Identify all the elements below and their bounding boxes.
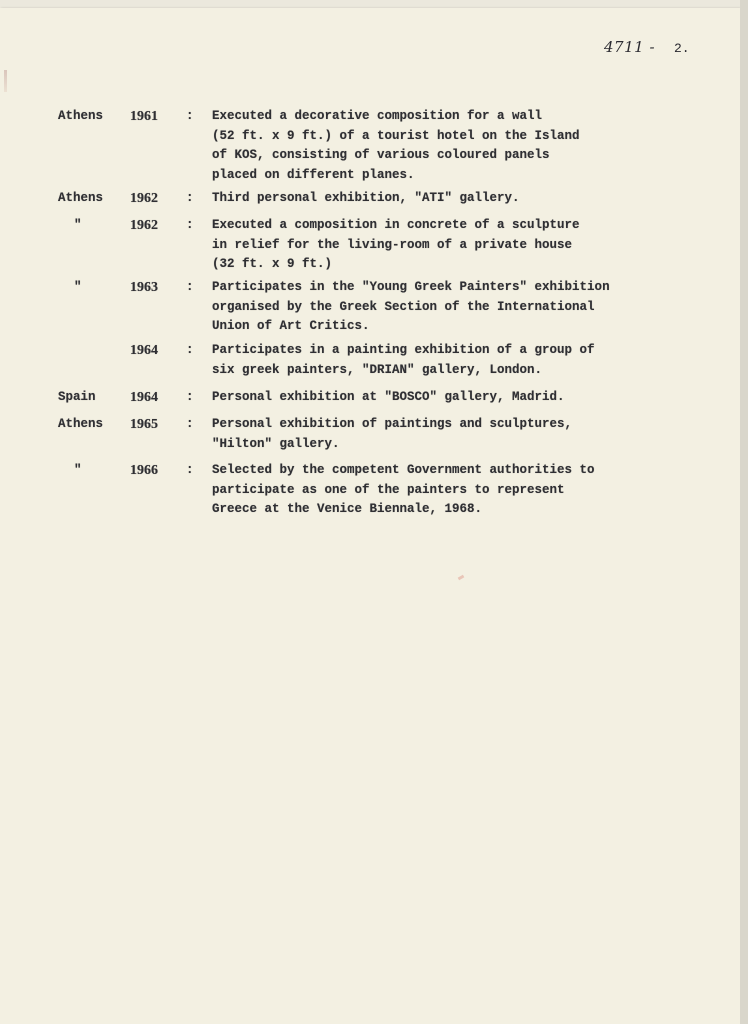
description-line: Executed a composition in concrete of a sculpture <box>212 218 580 232</box>
entry-separator: : <box>186 109 194 123</box>
description-line: Participates in a painting exhibition of a group of <box>212 343 595 357</box>
entry-place: Spain <box>58 390 96 404</box>
entry-place: " <box>74 280 82 294</box>
entry-year: 1965 <box>130 417 158 432</box>
description-line: (32 ft. x 9 ft.) <box>212 257 333 271</box>
description-line: Personal exhibition at "BOSCO" gallery, Madrid. <box>212 390 565 404</box>
entry-year: 1964 <box>130 343 158 358</box>
entry-separator: : <box>186 417 194 431</box>
entry-separator: : <box>186 218 194 232</box>
description-line: organised by the Greek Section of the International <box>212 299 595 314</box>
entry-place: Athens <box>58 109 104 123</box>
description-line: participate as one of the painters to represent <box>212 482 565 497</box>
description-line: of KOS, consisting of various coloured panels <box>212 148 550 162</box>
entry-separator: : <box>186 280 194 294</box>
description-line: placed on different planes. <box>212 167 415 182</box>
entry-description <box>212 388 652 408</box>
entry-description <box>212 216 652 275</box>
description-line: Union of Art Critics. <box>212 319 370 333</box>
page-number: 2. <box>674 41 690 56</box>
entry-place: Athens <box>58 417 104 431</box>
description-line: Personal exhibition of paintings and sculptures, <box>212 417 573 431</box>
entry-year: 1966 <box>130 463 158 478</box>
entry-year: 1962 <box>130 218 158 233</box>
entry-description <box>212 415 652 454</box>
entry-year: 1962 <box>130 191 158 206</box>
description-line: Participates in the "Young Greek Painters" exhibition <box>212 280 610 294</box>
entry-year: 1961 <box>130 109 158 124</box>
entry-place: " <box>74 218 82 232</box>
entry-description <box>212 278 652 337</box>
entry-separator: : <box>186 390 194 404</box>
entry-place: " <box>74 463 82 477</box>
entry-description <box>212 189 652 209</box>
entry-description <box>212 341 652 380</box>
entry-separator: : <box>186 191 194 205</box>
description-line: Selected by the competent Government authorities to <box>212 463 595 477</box>
scan-right-edge <box>740 0 748 1024</box>
description-line: (52 ft. x 9 ft.) of a tourist hotel on the Island <box>212 128 580 143</box>
description-line: Third personal exhibition, "ATI" gallery. <box>212 191 520 205</box>
description-line: six greek painters, "DRIAN" gallery, London. <box>212 362 543 377</box>
description-line: "Hilton" gallery. <box>212 436 340 451</box>
entry-description <box>212 107 652 185</box>
entry-separator: : <box>186 343 194 357</box>
description-line: Executed a decorative composition for a wall <box>212 109 543 123</box>
entry-year: 1963 <box>130 280 158 295</box>
paper-speck <box>458 575 465 581</box>
scan-top-edge <box>0 0 748 8</box>
description-line: in relief for the living-room of a private house <box>212 237 573 252</box>
handwritten-reference: 4711 - <box>604 38 656 56</box>
document-page <box>0 8 740 1024</box>
entry-place: Athens <box>58 191 104 205</box>
entry-year: 1964 <box>130 390 158 405</box>
entry-separator: : <box>186 463 194 477</box>
description-line: Greece at the Venice Biennale, 1968. <box>212 502 483 516</box>
entry-description <box>212 461 652 520</box>
paper-stain <box>4 70 7 92</box>
